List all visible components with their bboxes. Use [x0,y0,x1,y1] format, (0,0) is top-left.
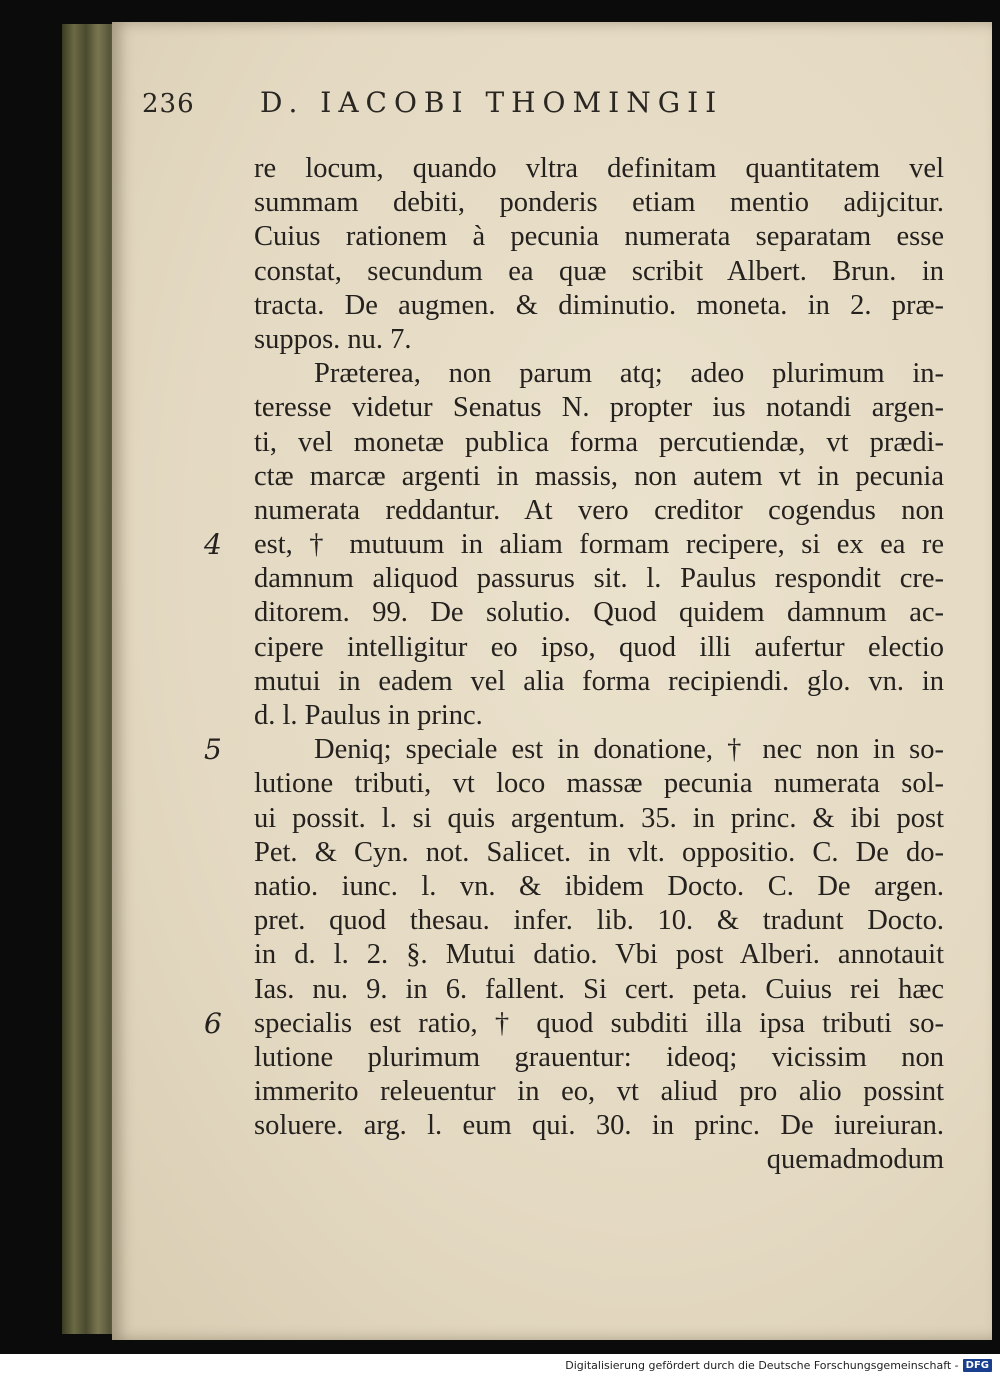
text-line-content: Ias. nu. 9. in 6. fallent. Si cert. peta. Cuius rei hæc [254,973,944,1005]
text-line-content: tracta. De augmen. & diminutio. moneta. in 2. præ- [254,289,944,321]
marginal-note-number: 4 [204,528,222,562]
text-line [142,391,942,425]
text-line-content: d. l. Paulus in princ. [254,700,483,731]
text-line-content: teresse videtur Senatus N. propter ius notandi argen- [254,392,944,424]
text-line-content: immerito releuentur in eo, vt aliud pro alio possint [254,1076,944,1108]
text-line [142,186,942,220]
text-line-content: Cuius rationem à pecunia numerata separatam esse [254,221,944,253]
text-line [142,938,942,972]
body-text [142,152,942,1178]
text-line [142,528,942,562]
text-line [142,460,942,494]
text-line [142,802,942,836]
text-line-content: ui possit. l. si quis argentum. 35. in princ. & ibi post [254,802,944,834]
text-line-content: damnum aliquod passurus sit. l. Paulus respondit cre- [254,563,944,595]
text-line [142,631,942,665]
text-line [142,596,942,630]
text-line-content: Præterea, non parum atq; adeo plurimum in- [314,358,944,390]
text-line-content: specialis est ratio, † quod subditi illa ipsa tributi so- [254,1007,944,1039]
text-line-content: ctæ marcæ argenti in massis, non autem vt in pecunia [254,460,944,492]
text-line [142,973,942,1007]
marginal-note-number: 6 [204,1006,222,1040]
text-line [142,1007,942,1041]
footer-bar [0,1354,1000,1376]
text-line [142,1041,942,1075]
text-line-content: Deniq; speciale est in donatione, † nec non in so- [314,734,944,766]
text-line [142,767,942,801]
text-line [142,836,942,870]
catchword-line [142,1143,942,1177]
text-line-content: natio. iunc. l. vn. & ibidem Docto. C. De argen. [254,870,944,902]
text-line-content: re locum, quando vltra definitam quantitatem vel [254,153,944,184]
text-line [142,733,942,767]
text-line-content: in d. l. 2. §. Mutui datio. Vbi post Alberi. annotauit [254,939,944,971]
running-head [142,86,882,119]
text-line [142,665,942,699]
text-line-content: Pet. & Cyn. not. Salicet. in vlt. oppositio. C. De do- [254,836,944,868]
text-line [142,870,942,904]
text-line-content: cipere intelligitur eo ipso, quod illi aufertur electio [254,631,944,663]
text-line-content: soluere. arg. l. eum qui. 30. in princ. De iureiuran. [254,1110,944,1142]
text-line [142,904,942,938]
text-line [142,255,942,289]
catchword: quemadmodum [766,1144,944,1176]
marginal-note-number: 5 [204,733,222,767]
text-line-content: pret. quod thesau. infer. lib. 10. & tradunt Docto. [254,905,944,937]
text-line-content: numerata reddantur. At vero creditor cogendus non [254,494,944,526]
text-line [142,699,942,733]
text-line [142,1075,942,1109]
text-line [142,152,942,186]
text-line-content: lutione tributi, vt loco massæ pecunia numerata sol- [254,768,944,800]
text-line [142,289,942,323]
text-line [142,357,942,391]
page-number: 236 [142,89,195,119]
text-line [142,1109,942,1143]
text-line-content: ditorem. 99. De solutio. Quod quidem damnum ac- [254,597,944,629]
funding-credit: Digitalisierung gefördert durch die Deutsche Forschungsgemeinschaft - [565,1358,959,1372]
running-title: D. IACOBI THOMINGII [260,86,724,119]
text-line-content: constat, secundum ea quæ scribit Albert. Brun. in [254,255,944,287]
text-line-content: suppos. nu. 7. [254,323,412,355]
text-line-content: mutui in eadem vel alia forma recipiendi. glo. vn. in [254,665,944,697]
text-line-content: summam debiti, ponderis etiam mentio adijcitur. [254,187,944,219]
text-line [142,323,942,357]
text-line [142,220,942,254]
text-line-content: lutione plurimum grauentur: ideoq; vicissim non [254,1041,944,1073]
text-line [142,494,942,528]
dfg-logo-icon: DFG [963,1359,992,1372]
text-line [142,562,942,596]
text-line-content: ti, vel monetæ publica forma percutiendæ, vt prædi- [254,426,944,458]
text-line [142,426,942,460]
text-line-content: est, † mutuum in aliam formam recipere, si ex ea re [254,529,944,561]
